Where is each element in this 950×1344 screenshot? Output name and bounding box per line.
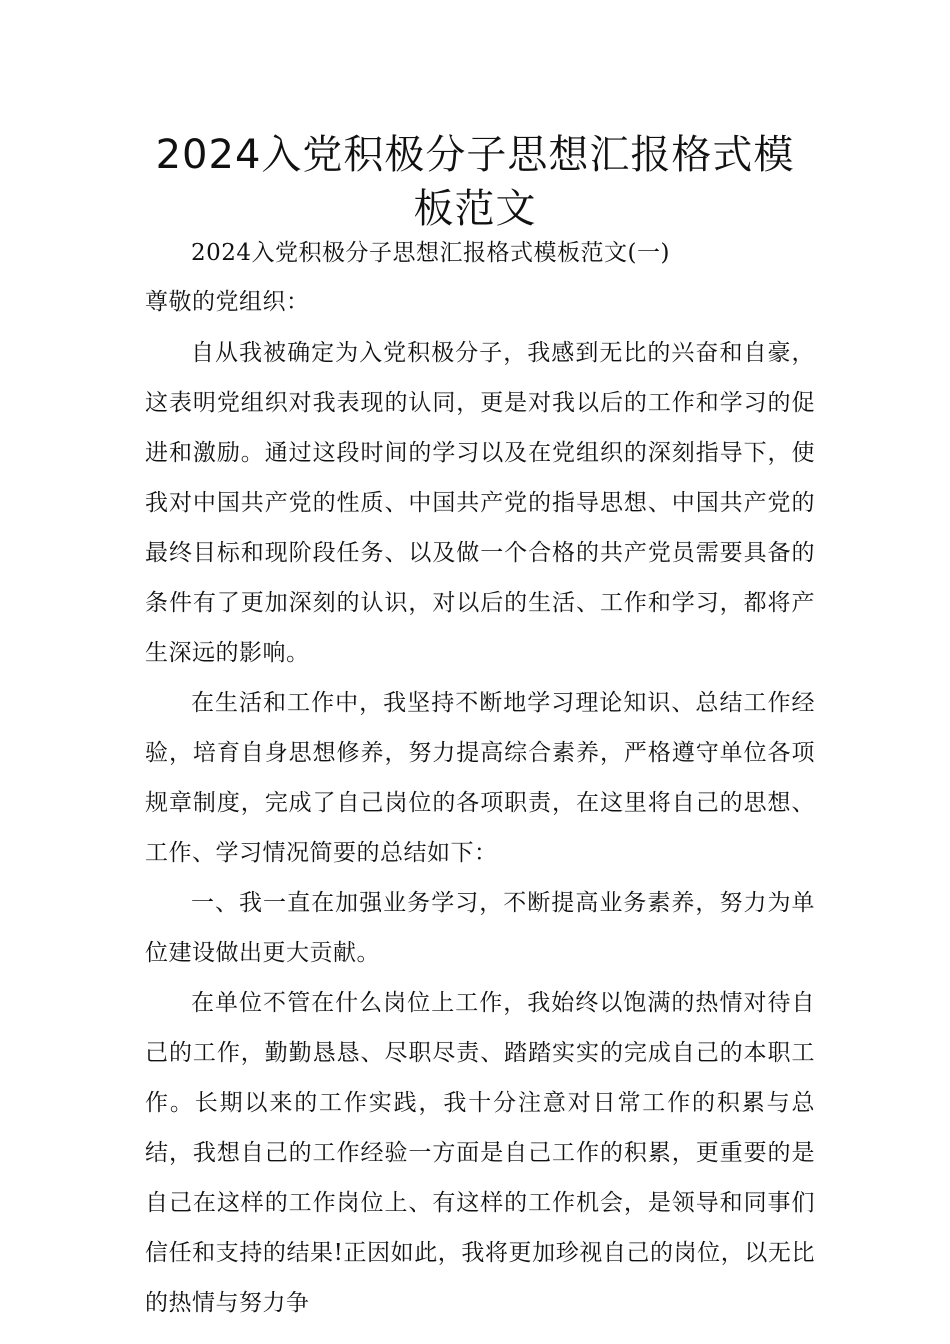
- paragraph-1: 自从我被确定为入党积极分子，我感到无比的兴奋和自豪，这表明党组织对我表现的认同，更是对我以后的工作和学习的促进和激励。通过这段时间的学习以及在党组织的深刻指导下，使我对中国共产党的性质、中国共产党的指导思想、中国共产党的最终目标和现阶段任务、以及做一个合格的共产党员需要具备的条件有了更加深刻的认识，对以后的生活、工作和学习，都将产生深远的影响。: [145, 340, 815, 666]
- paragraph-2: 在生活和工作中，我坚持不断地学习理论知识、总结工作经验，培育自身思想修养，努力提高综合素养，严格遵守单位各项规章制度，完成了自己岗位的各项职责，在这里将自己的思想、工作、学习情况简要的总结如下：: [145, 690, 815, 866]
- document-subtitle: 2024入党积极分子思想汇报格式模板范文(一): [191, 240, 670, 266]
- salutation: 尊敬的党组织：: [145, 289, 310, 315]
- document-title: 2024入党积极分子思想汇报格式模板范文: [155, 132, 795, 232]
- document-body: [145, 230, 815, 1328]
- paragraph-4: 在单位不管在什么岗位上工作，我始终以饱满的热情对待自己的工作，勤勤恳恳、尽职尽责、踏踏实实的完成自己的本职工作。长期以来的工作实践，我十分注意对日常工作的积累与总结，我想自己的工作经验一方面是自己工作的积累，更重要的是自己在这样的工作岗位上、有这样的工作机会，是领导和同事们信任和支持的结果!正因如此，我将更加珍视自己的岗位，以无比的热情与努力争: [145, 990, 815, 1316]
- paragraph-3: 一、我一直在加强业务学习，不断提高业务素养，努力为单位建设做出更大贡献。: [145, 890, 815, 966]
